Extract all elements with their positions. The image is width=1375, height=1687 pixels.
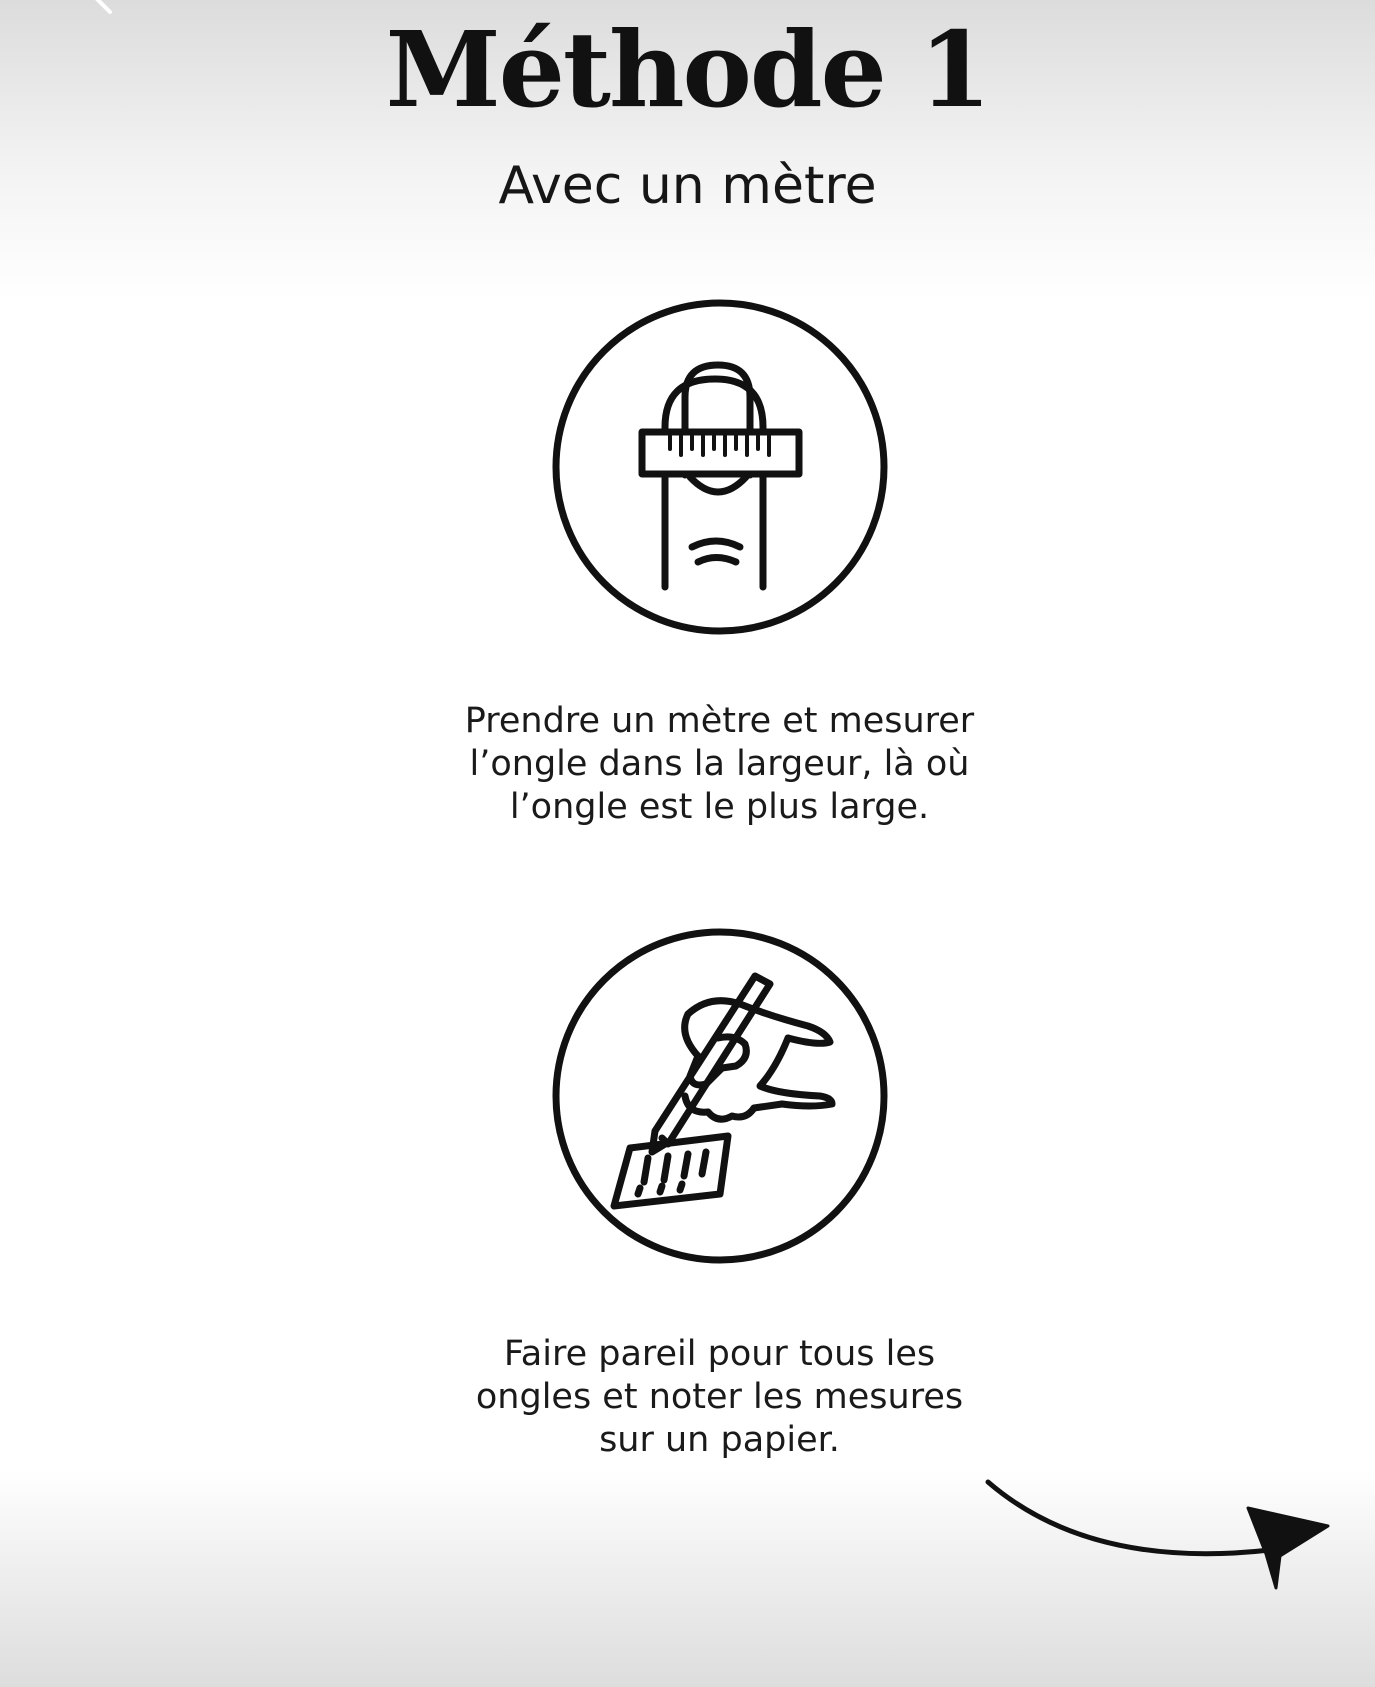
step-1-line-2: l’ongle dans la largeur, là où <box>469 744 970 784</box>
step-1-line-1: Prendre un mètre et mesurer <box>464 701 975 741</box>
step-1-description <box>387 700 1052 829</box>
hand-writing-icon <box>550 926 890 1266</box>
step-2-line-1: Faire pareil pour tous les <box>503 1334 936 1374</box>
curved-arrow-icon <box>980 1470 1335 1600</box>
step-2-line-3: sur un papier. <box>599 1420 840 1460</box>
step-2-description <box>387 1333 1052 1462</box>
page-title: Méthode 1 <box>385 8 990 131</box>
finger-ruler-icon <box>550 297 890 637</box>
page-subtitle: Avec un mètre <box>498 156 877 216</box>
step-1-line-3: l’ongle est le plus large. <box>509 787 930 827</box>
step-2-line-2: ongles et noter les mesures <box>475 1377 964 1417</box>
